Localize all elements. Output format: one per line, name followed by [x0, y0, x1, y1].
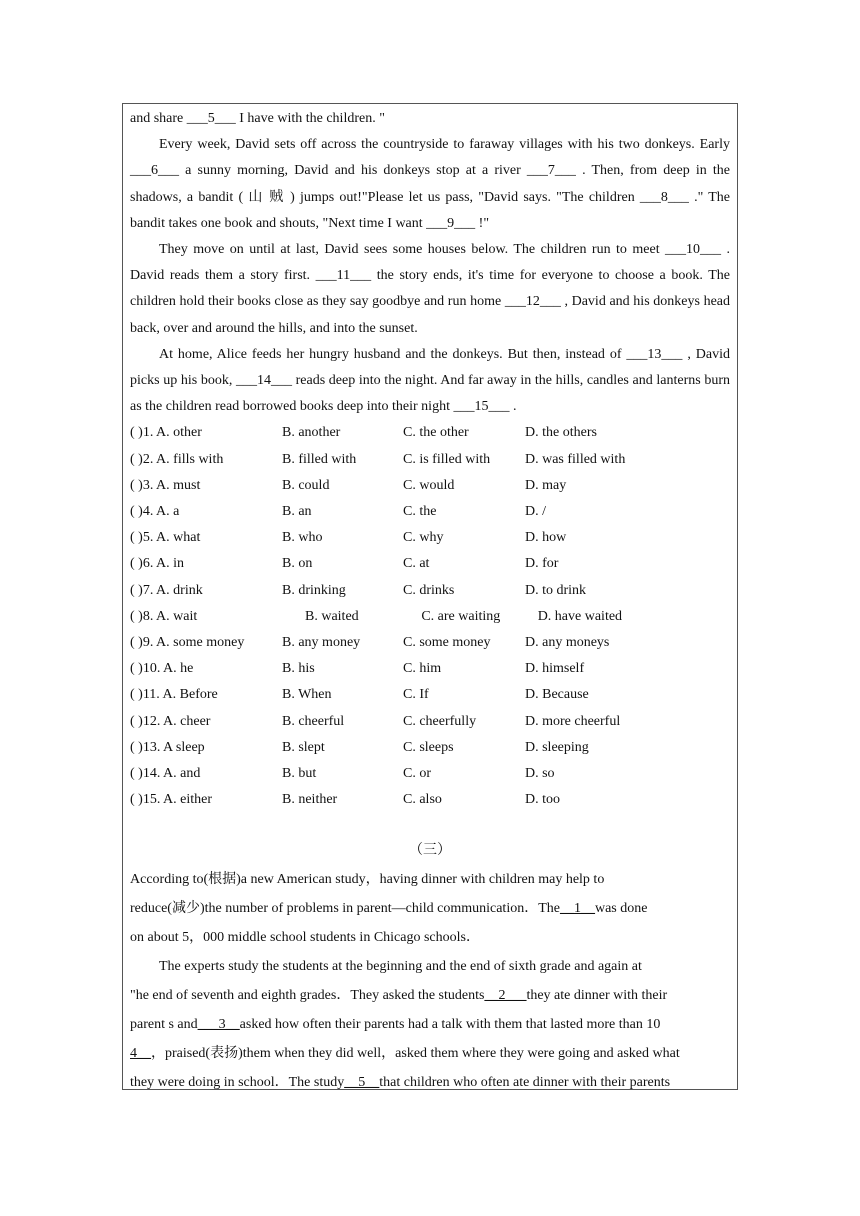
option-c: C. also — [403, 792, 442, 808]
question-list — [130, 420, 730, 813]
passage-paragraph: They move on until at last, David sees some houses below. The children run to meet ___10___ . David reads them a story first. ___11___ the story ends, it's time for everyone to choose a book. The children hold their books close as they say goodbye and run home ___12___ , David and his donkeys head back, over and around the hills, and into the sunset. — [130, 242, 730, 336]
option-b: B. slept — [282, 739, 325, 755]
section3-line — [130, 1068, 730, 1097]
question-row — [130, 473, 730, 499]
option-b: B. but — [282, 765, 317, 781]
question-row — [130, 656, 730, 682]
section3-line — [130, 1010, 730, 1039]
blank-5: __5__ — [344, 1075, 380, 1091]
option-a: ( )5. A. what — [130, 530, 201, 546]
question-row — [130, 787, 730, 813]
option-c: C. the other — [403, 425, 469, 441]
section3-line — [130, 1039, 730, 1068]
blank-3: ___3__ — [197, 1017, 240, 1033]
option-c: C. why — [403, 530, 444, 546]
option-a: ( )4. A. a — [130, 504, 180, 519]
option-d: D. have waited — [537, 608, 623, 624]
document-body — [130, 106, 730, 1097]
section3-line — [130, 894, 730, 923]
question-row — [130, 499, 730, 525]
text: reduce(减少)the number of problems in parent—child communication．The — [130, 901, 560, 917]
option-d: D. may — [525, 477, 567, 493]
option-d: D. / — [525, 504, 546, 519]
option-d: D. more cheerful — [525, 713, 621, 729]
option-d: D. Because — [525, 687, 589, 703]
option-a: ( )6. A. in — [130, 556, 185, 572]
passage-paragraph: Every week, David sets off across the countryside to faraway villages with his two donkeys. Early ___6___ a sunny morning, David and his donkeys stop at a river ___7___ . Then, from deep in the shadows, a bandit ( 山 贼 ) jumps out!"Please let us pass, "David says. "The children ___8___ ." The bandit takes one book and shouts, "Next time I want ___9___ !" — [130, 137, 730, 231]
question-row — [130, 604, 730, 630]
option-b: B. neither — [282, 792, 338, 808]
option-c: C. cheerfully — [403, 713, 477, 729]
option-b: B. drinking — [282, 582, 346, 598]
question-row — [130, 551, 730, 577]
option-d: D. sleeping — [525, 739, 589, 755]
option-a: ( )12. A. cheer — [130, 713, 211, 729]
option-a: ( )8. A. wait — [130, 608, 198, 624]
question-row — [130, 735, 730, 761]
text: parent s and — [130, 1017, 198, 1033]
option-c: C. drinks — [403, 582, 455, 598]
option-b: B. cheerful — [282, 713, 345, 729]
option-d: D. was filled with — [525, 451, 626, 467]
question-row — [130, 578, 730, 604]
text: that children who often ate dinner with their parents — [379, 1075, 671, 1091]
option-b: B. any money — [282, 634, 361, 650]
question-row — [130, 525, 730, 551]
question-row — [130, 630, 730, 656]
option-d: D. for — [525, 556, 559, 572]
option-b: B. another — [282, 425, 341, 441]
option-d: D. to drink — [525, 582, 587, 598]
question-row — [130, 447, 730, 473]
option-c: C. or — [403, 765, 431, 781]
question-row — [130, 420, 730, 446]
option-c: C. him — [403, 661, 442, 677]
option-c: C. would — [403, 477, 455, 493]
option-a: ( )9. A. some money — [130, 634, 245, 650]
option-a: ( )11. A. Before — [130, 687, 218, 703]
option-b: B. waited — [305, 608, 359, 624]
option-c: C. the — [403, 504, 437, 519]
option-a: ( )15. A. either — [130, 792, 213, 808]
blank-4: 4__ — [130, 1046, 151, 1062]
option-d: D. any moneys — [525, 634, 610, 650]
option-a: ( )13. A sleep — [130, 739, 205, 755]
option-a: ( )10. A. he — [130, 661, 194, 677]
section-title: （三） — [409, 843, 451, 859]
question-row — [130, 682, 730, 708]
text: ，praised(表扬)them when they did well，asked them where they were going and asked what — [151, 1046, 680, 1062]
option-b: B. could — [282, 477, 330, 493]
option-b: B. an — [282, 504, 312, 519]
passage-line: and share ___5___ I have with the children. " — [130, 111, 385, 126]
section3-line: on about 5，000 middle school students in Chicago schools． — [130, 930, 480, 946]
question-row — [130, 761, 730, 787]
text: was done — [594, 901, 648, 917]
option-a: ( )7. A. drink — [130, 582, 203, 598]
blank-2: __2___ — [484, 988, 527, 1004]
option-c: C. sleeps — [403, 739, 454, 755]
option-d: D. too — [525, 792, 560, 808]
option-c: C. at — [403, 556, 430, 572]
section3-line: According to(根据)a new American study，having dinner with children may help to — [130, 872, 605, 888]
option-c: C. is filled with — [403, 451, 491, 467]
option-c: C. are waiting — [421, 608, 501, 624]
blank-1: __1__ — [559, 901, 595, 917]
text: "he end of seventh and eighth grades．They asked the students — [130, 988, 485, 1004]
passage-paragraph: At home, Alice feeds her hungry husband and the donkeys. But then, instead of ___13___ , David picks up his book, ___14___ reads deep into the night. And far away in the hills, candles and lanterns burn as the children read borrowed books deep into their night ___15___ . — [130, 346, 730, 415]
option-a: ( )3. A. must — [130, 477, 201, 493]
option-d: D. the others — [525, 425, 597, 441]
option-a: ( )1. A. other — [130, 425, 202, 441]
option-a: ( )14. A. and — [130, 765, 201, 781]
section3-line — [130, 981, 730, 1010]
question-row — [130, 709, 730, 735]
option-c: C. some money — [403, 634, 491, 650]
option-b: B. When — [282, 687, 332, 703]
option-d: D. himself — [525, 661, 585, 677]
option-a: ( )2. A. fills with — [130, 451, 224, 467]
option-d: D. so — [525, 765, 555, 781]
text: they ate dinner with their — [526, 988, 668, 1004]
section3-line: The experts study the students at the beginning and the end of sixth grade and again at — [159, 959, 642, 975]
option-b: B. his — [282, 661, 315, 677]
option-b: B. who — [282, 530, 323, 546]
option-d: D. how — [525, 530, 567, 546]
option-b: B. filled with — [282, 451, 357, 467]
text: asked how often their parents had a talk with them that lasted more than 10 — [239, 1017, 661, 1033]
option-c: C. If — [403, 687, 429, 703]
text: they were doing in school．The study — [130, 1075, 345, 1091]
option-b: B. on — [282, 556, 313, 572]
